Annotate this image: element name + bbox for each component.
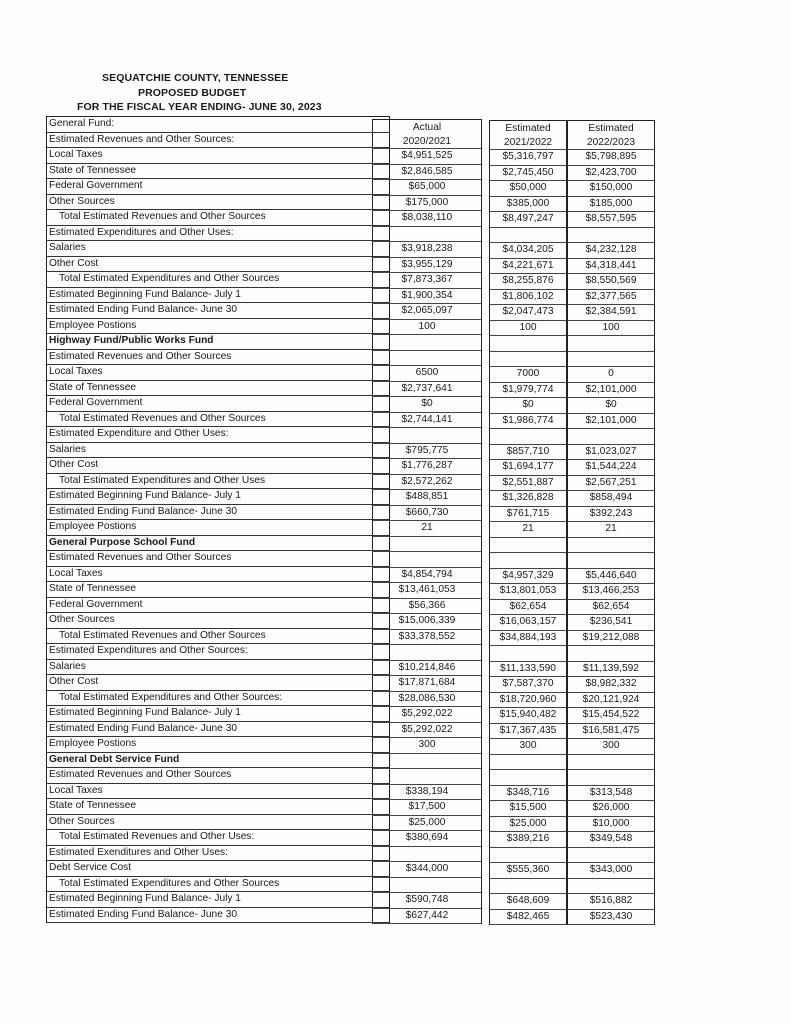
- row-label: Estimated Ending Fund Balance- June 30: [47, 908, 389, 924]
- column-header: [373, 120, 481, 149]
- value-cell: [568, 553, 654, 569]
- value-cell: $62,654: [490, 600, 566, 616]
- value-cell: $3,955,129: [373, 258, 481, 274]
- row-label: Salaries: [47, 443, 389, 459]
- actual-2020-2021-column: [372, 119, 482, 924]
- value-cell: $15,006,339: [373, 614, 481, 630]
- row-label: Estimated Ending Fund Balance- June 30: [47, 505, 389, 521]
- value-cell: $236,541: [568, 615, 654, 631]
- row-label: Other Cost: [47, 675, 389, 691]
- value-cell: $16,063,157: [490, 615, 566, 631]
- value-cell: [373, 351, 481, 367]
- value-cell: $25,000: [373, 816, 481, 832]
- row-label: State of Tennessee: [47, 582, 389, 598]
- estimated-2022-2023-column: [567, 120, 655, 925]
- value-cell: $2,551,887: [490, 476, 566, 492]
- row-label: Local Taxes: [47, 567, 389, 583]
- value-cell: [490, 770, 566, 786]
- value-cell: $1,986,774: [490, 414, 566, 430]
- row-label: Total Estimated Revenues and Other Sources: [47, 629, 389, 645]
- row-label: Highway Fund/Public Works Fund: [47, 334, 389, 350]
- value-cell: $5,316,797: [490, 150, 566, 166]
- value-cell: $344,000: [373, 862, 481, 878]
- value-cell: $380,694: [373, 831, 481, 847]
- row-label: Estimated Beginning Fund Balance- July 1: [47, 892, 389, 908]
- value-cell: $4,951,525: [373, 149, 481, 165]
- value-cell: [373, 847, 481, 863]
- value-cell: $7,587,370: [490, 677, 566, 693]
- row-label: Total Estimated Revenues and Other Uses:: [47, 830, 389, 846]
- row-label: Estimated Expenditures and Other Sources:: [47, 644, 389, 660]
- county-title: SEQUATCHIE COUNTY, TENNESSEE: [102, 72, 289, 84]
- value-cell: $19,212,088: [568, 631, 654, 647]
- value-cell: $26,000: [568, 801, 654, 817]
- value-cell: $5,292,022: [373, 707, 481, 723]
- row-label: Estimated Beginning Fund Balance- July 1: [47, 288, 389, 304]
- value-cell: $627,442: [373, 909, 481, 925]
- value-cell: $28,086,530: [373, 692, 481, 708]
- value-cell: $3,918,238: [373, 242, 481, 258]
- value-cell: [373, 227, 481, 243]
- value-cell: 300: [490, 739, 566, 755]
- column-header: [568, 121, 654, 150]
- row-label: Other Cost: [47, 458, 389, 474]
- value-cell: [490, 228, 566, 244]
- value-cell: [490, 538, 566, 554]
- value-cell: $8,982,332: [568, 677, 654, 693]
- value-cell: $11,133,590: [490, 662, 566, 678]
- row-label: Employee Postions: [47, 520, 389, 536]
- value-cell: $348,716: [490, 786, 566, 802]
- value-cell: $385,000: [490, 197, 566, 213]
- value-cell: $10,000: [568, 817, 654, 833]
- value-cell: $313,548: [568, 786, 654, 802]
- value-cell: $761,715: [490, 507, 566, 523]
- value-cell: $150,000: [568, 181, 654, 197]
- row-label: State of Tennessee: [47, 381, 389, 397]
- value-cell: $523,430: [568, 910, 654, 926]
- value-cell: $2,384,591: [568, 305, 654, 321]
- value-cell: [490, 755, 566, 771]
- value-cell: $516,882: [568, 894, 654, 910]
- value-cell: 0: [568, 367, 654, 383]
- column-header-line2: 2022/2023: [586, 136, 636, 148]
- value-cell: [490, 336, 566, 352]
- value-cell: $15,454,522: [568, 708, 654, 724]
- value-cell: 100: [373, 320, 481, 336]
- value-cell: 300: [568, 739, 654, 755]
- row-label: Estimated Revenues and Other Sources: [47, 350, 389, 366]
- value-cell: $1,023,027: [568, 445, 654, 461]
- value-cell: $8,038,110: [373, 211, 481, 227]
- row-label: Local Taxes: [47, 784, 389, 800]
- row-label: Estimated Revenues and Other Sources:: [47, 133, 389, 149]
- row-label: State of Tennessee: [47, 799, 389, 815]
- column-header-line1: Actual: [412, 122, 442, 133]
- row-labels-column: [46, 116, 390, 923]
- column-header-line1: Estimated: [588, 123, 634, 134]
- value-cell: [490, 553, 566, 569]
- value-cell: [490, 879, 566, 895]
- value-cell: $2,572,262: [373, 475, 481, 491]
- value-cell: $488,851: [373, 490, 481, 506]
- value-cell: [490, 646, 566, 662]
- value-cell: $2,065,097: [373, 304, 481, 320]
- value-cell: $17,367,435: [490, 724, 566, 740]
- row-label: Other Sources: [47, 613, 389, 629]
- row-label: Estimated Ending Fund Balance- June 30: [47, 722, 389, 738]
- value-cell: [568, 755, 654, 771]
- value-cell: $1,544,224: [568, 460, 654, 476]
- value-cell: $4,318,441: [568, 259, 654, 275]
- estimated-2021-2022-column: [489, 120, 567, 925]
- value-cell: $34,884,193: [490, 631, 566, 647]
- row-label: Total Estimated Revenues and Other Sources: [47, 412, 389, 428]
- value-cell: $13,466,253: [568, 584, 654, 600]
- row-label: Total Estimated Expenditures and Other Uses: [47, 474, 389, 490]
- value-cell: $13,801,053: [490, 584, 566, 600]
- value-cell: $1,806,102: [490, 290, 566, 306]
- value-cell: $338,194: [373, 785, 481, 801]
- value-cell: $590,748: [373, 893, 481, 909]
- value-cell: $18,720,960: [490, 693, 566, 709]
- value-cell: [568, 879, 654, 895]
- value-cell: $4,221,671: [490, 259, 566, 275]
- value-cell: [373, 769, 481, 785]
- value-cell: [373, 537, 481, 553]
- row-label: Estimated Beginning Fund Balance- July 1: [47, 706, 389, 722]
- value-cell: $795,775: [373, 444, 481, 460]
- value-cell: $8,550,569: [568, 274, 654, 290]
- row-label: Local Taxes: [47, 148, 389, 164]
- value-cell: $1,979,774: [490, 383, 566, 399]
- value-cell: $5,798,895: [568, 150, 654, 166]
- row-label: Estimated Revenues and Other Sources: [47, 551, 389, 567]
- value-cell: 21: [490, 522, 566, 538]
- row-label: Employee Postions: [47, 737, 389, 753]
- value-cell: [490, 848, 566, 864]
- value-cell: $0: [490, 398, 566, 414]
- row-label: Total Estimated Expenditures and Other Sources: [47, 877, 389, 893]
- value-cell: $20,121,924: [568, 693, 654, 709]
- value-cell: $16,581,475: [568, 724, 654, 740]
- column-header-line1: Estimated: [505, 123, 551, 134]
- value-cell: $25,000: [490, 817, 566, 833]
- value-cell: 100: [568, 321, 654, 337]
- value-cell: $389,216: [490, 832, 566, 848]
- row-label: Other Sources: [47, 815, 389, 831]
- value-cell: $1,326,828: [490, 491, 566, 507]
- row-label: Federal Government: [47, 179, 389, 195]
- value-cell: $392,243: [568, 507, 654, 523]
- row-label: Salaries: [47, 660, 389, 676]
- value-cell: $175,000: [373, 196, 481, 212]
- value-cell: $5,292,022: [373, 723, 481, 739]
- value-cell: $4,034,205: [490, 243, 566, 259]
- row-label: Federal Government: [47, 598, 389, 614]
- value-cell: [373, 552, 481, 568]
- column-header: [490, 121, 566, 150]
- value-cell: $2,745,450: [490, 166, 566, 182]
- value-cell: [373, 645, 481, 661]
- value-cell: [568, 336, 654, 352]
- fiscal-year-title: FOR THE FISCAL YEAR ENDING- JUNE 30, 2023: [77, 101, 322, 113]
- value-cell: [568, 538, 654, 554]
- value-cell: $15,500: [490, 801, 566, 817]
- value-cell: 21: [568, 522, 654, 538]
- value-cell: 21: [373, 521, 481, 537]
- column-header-line2: 2020/2021: [402, 135, 452, 147]
- value-cell: $2,101,000: [568, 383, 654, 399]
- row-label: Other Sources: [47, 195, 389, 211]
- value-cell: $11,139,592: [568, 662, 654, 678]
- value-cell: $0: [568, 398, 654, 414]
- value-cell: $2,101,000: [568, 414, 654, 430]
- value-cell: $1,694,177: [490, 460, 566, 476]
- value-cell: [568, 770, 654, 786]
- row-label: Estimated Expenditure and Other Uses:: [47, 427, 389, 443]
- value-cell: [373, 878, 481, 894]
- value-cell: $2,047,473: [490, 305, 566, 321]
- row-label: Employee Postions: [47, 319, 389, 335]
- value-cell: $8,497,247: [490, 212, 566, 228]
- row-label: State of Tennessee: [47, 164, 389, 180]
- value-cell: $15,940,482: [490, 708, 566, 724]
- value-cell: $1,900,354: [373, 289, 481, 305]
- value-cell: $0: [373, 397, 481, 413]
- row-label: Total Estimated Revenues and Other Sources: [47, 210, 389, 226]
- value-cell: $4,957,329: [490, 569, 566, 585]
- value-cell: [373, 754, 481, 770]
- value-cell: $2,377,565: [568, 290, 654, 306]
- value-cell: $5,446,640: [568, 569, 654, 585]
- value-cell: 7000: [490, 367, 566, 383]
- row-label: Estimated Beginning Fund Balance- July 1: [47, 489, 389, 505]
- value-cell: 100: [490, 321, 566, 337]
- value-cell: $1,776,287: [373, 459, 481, 475]
- value-cell: $2,567,251: [568, 476, 654, 492]
- value-cell: 300: [373, 738, 481, 754]
- value-cell: [568, 848, 654, 864]
- row-label: Other Cost: [47, 257, 389, 273]
- value-cell: $858,494: [568, 491, 654, 507]
- value-cell: $13,461,053: [373, 583, 481, 599]
- value-cell: $8,557,595: [568, 212, 654, 228]
- value-cell: 6500: [373, 366, 481, 382]
- value-cell: [373, 428, 481, 444]
- value-cell: [490, 352, 566, 368]
- row-label: Total Estimated Expenditures and Other Sources: [47, 272, 389, 288]
- row-label: Estimated Expenditures and Other Uses:: [47, 226, 389, 242]
- value-cell: $33,378,552: [373, 630, 481, 646]
- value-cell: [568, 228, 654, 244]
- document-title: PROPOSED BUDGET: [138, 87, 247, 99]
- row-label: General Purpose School Fund: [47, 536, 389, 552]
- value-cell: $648,609: [490, 894, 566, 910]
- value-cell: $8,255,876: [490, 274, 566, 290]
- value-cell: $17,871,684: [373, 676, 481, 692]
- value-cell: $10,214,846: [373, 661, 481, 677]
- value-cell: $56,366: [373, 599, 481, 615]
- value-cell: $17,500: [373, 800, 481, 816]
- value-cell: [568, 352, 654, 368]
- row-label: Federal Government: [47, 396, 389, 412]
- value-cell: [568, 429, 654, 445]
- row-label: Total Estimated Expenditures and Other Sources:: [47, 691, 389, 707]
- row-label: Salaries: [47, 241, 389, 257]
- row-label: Estimated Ending Fund Balance- June 30: [47, 303, 389, 319]
- value-cell: $555,360: [490, 863, 566, 879]
- value-cell: $50,000: [490, 181, 566, 197]
- value-cell: $349,548: [568, 832, 654, 848]
- row-label: General Fund:: [47, 117, 389, 133]
- value-cell: $62,654: [568, 600, 654, 616]
- row-label: Estimated Revenues and Other Sources: [47, 768, 389, 784]
- value-cell: [568, 646, 654, 662]
- value-cell: $2,737,641: [373, 382, 481, 398]
- value-cell: $2,423,700: [568, 166, 654, 182]
- value-cell: $2,846,585: [373, 165, 481, 181]
- value-cell: $857,710: [490, 445, 566, 461]
- value-cell: [373, 335, 481, 351]
- value-cell: $660,730: [373, 506, 481, 522]
- row-label: General Debt Service Fund: [47, 753, 389, 769]
- value-cell: $4,232,128: [568, 243, 654, 259]
- row-label: Estimated Exenditures and Other Uses:: [47, 846, 389, 862]
- value-cell: $65,000: [373, 180, 481, 196]
- value-cell: $4,854,794: [373, 568, 481, 584]
- value-cell: $343,000: [568, 863, 654, 879]
- value-cell: $2,744,141: [373, 413, 481, 429]
- value-cell: $7,873,367: [373, 273, 481, 289]
- value-cell: $185,000: [568, 197, 654, 213]
- row-label: Debt Service Cost: [47, 861, 389, 877]
- column-header-line2: 2021/2022: [503, 136, 553, 148]
- value-cell: [490, 429, 566, 445]
- row-label: Local Taxes: [47, 365, 389, 381]
- value-cell: $482,465: [490, 910, 566, 926]
